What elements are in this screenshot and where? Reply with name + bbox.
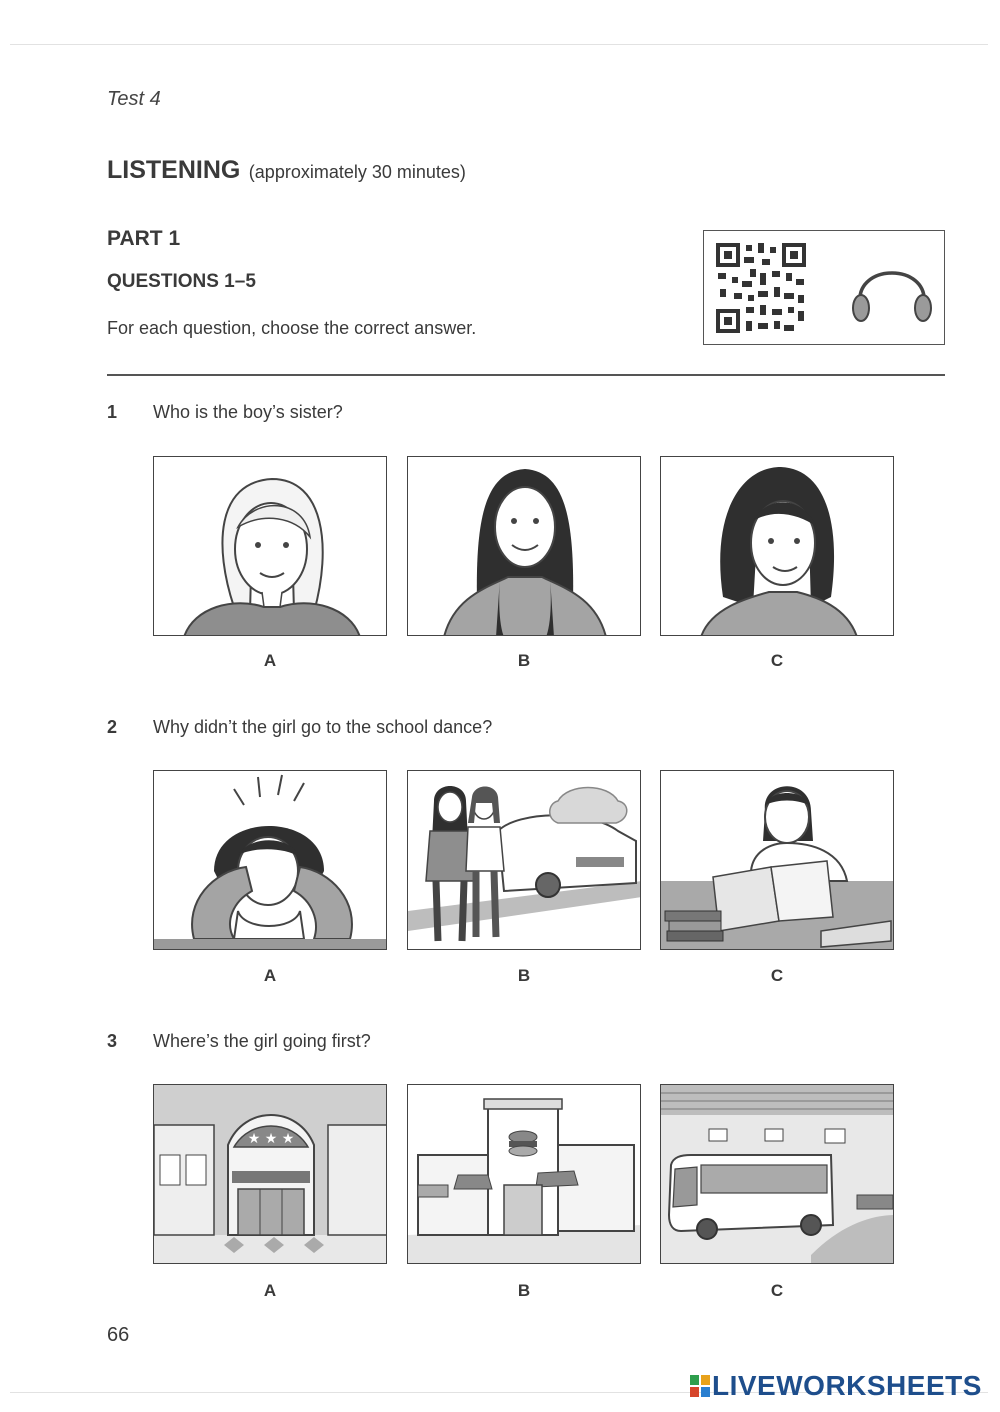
q1-option-c-label: C: [770, 651, 784, 670]
section-divider: [107, 374, 945, 376]
q1-option-b-picture[interactable]: [407, 456, 641, 636]
q3-option-c-picture[interactable]: [660, 1084, 894, 1264]
part-heading: PART 1: [107, 227, 181, 250]
headphones-icon: [850, 253, 934, 325]
brand-wordmark: LIVEWORKSHEETS: [712, 1370, 982, 1401]
qr-code-icon[interactable]: [716, 243, 806, 333]
question-2-text: Why didn’t the girl go to the school dance?: [153, 717, 493, 737]
q2-option-a-label: A: [263, 966, 277, 985]
question-2-number: 2: [107, 717, 118, 737]
blonde-girl-illustration: [154, 457, 387, 636]
q1-option-a-picture[interactable]: [153, 456, 387, 636]
q1-option-a-label: A: [263, 651, 277, 670]
svg-text:★ ★ ★: ★ ★ ★: [247, 1131, 295, 1147]
liveworksheets-logo-icon: [690, 1375, 710, 1397]
question-1-text: Who is the boy’s sister?: [153, 402, 343, 422]
q2-option-c-picture[interactable]: [660, 770, 894, 950]
girl-headache-illustration: [154, 771, 387, 950]
cinema-illustration: [154, 1085, 387, 1264]
q1-option-b-label: B: [517, 651, 531, 670]
liveworksheets-brand[interactable]: [690, 1370, 982, 1402]
page-number: 66: [107, 1324, 130, 1346]
q3-option-b-picture[interactable]: [407, 1084, 641, 1264]
q3-option-a-label: A: [263, 1281, 277, 1300]
q2-option-b-label: B: [517, 966, 531, 985]
question-3-text: Where’s the girl going first?: [153, 1031, 371, 1051]
q2-option-a-picture[interactable]: [153, 770, 387, 950]
long-dark-hair-girl-illustration: [408, 457, 641, 636]
girl-studying-illustration: [661, 771, 894, 950]
section-title: [107, 156, 466, 185]
section-title-text: LISTENING: [107, 156, 241, 184]
q1-option-c-picture[interactable]: [660, 456, 894, 636]
audio-box[interactable]: [703, 230, 945, 345]
short-dark-hair-girl-illustration: [661, 457, 894, 636]
question-3-number: 3: [107, 1031, 118, 1051]
questions-heading: QUESTIONS 1–5: [107, 271, 256, 292]
section-duration: (approximately 30 minutes): [248, 162, 466, 182]
bus-station-illustration: [661, 1085, 894, 1264]
burger-restaurant-illustration: [408, 1085, 641, 1264]
q3-option-a-picture[interactable]: [153, 1084, 387, 1264]
q3-option-c-label: C: [770, 1281, 784, 1300]
q3-option-b-label: B: [517, 1281, 531, 1300]
q2-option-c-label: C: [770, 966, 784, 985]
instruction-text: For each question, choose the correct answer.: [107, 318, 477, 338]
running-header: Test 4: [107, 88, 161, 110]
broken-car-illustration: [408, 771, 641, 950]
top-border-line: [10, 44, 988, 45]
question-1-number: 1: [107, 402, 118, 422]
q2-option-b-picture[interactable]: [407, 770, 641, 950]
